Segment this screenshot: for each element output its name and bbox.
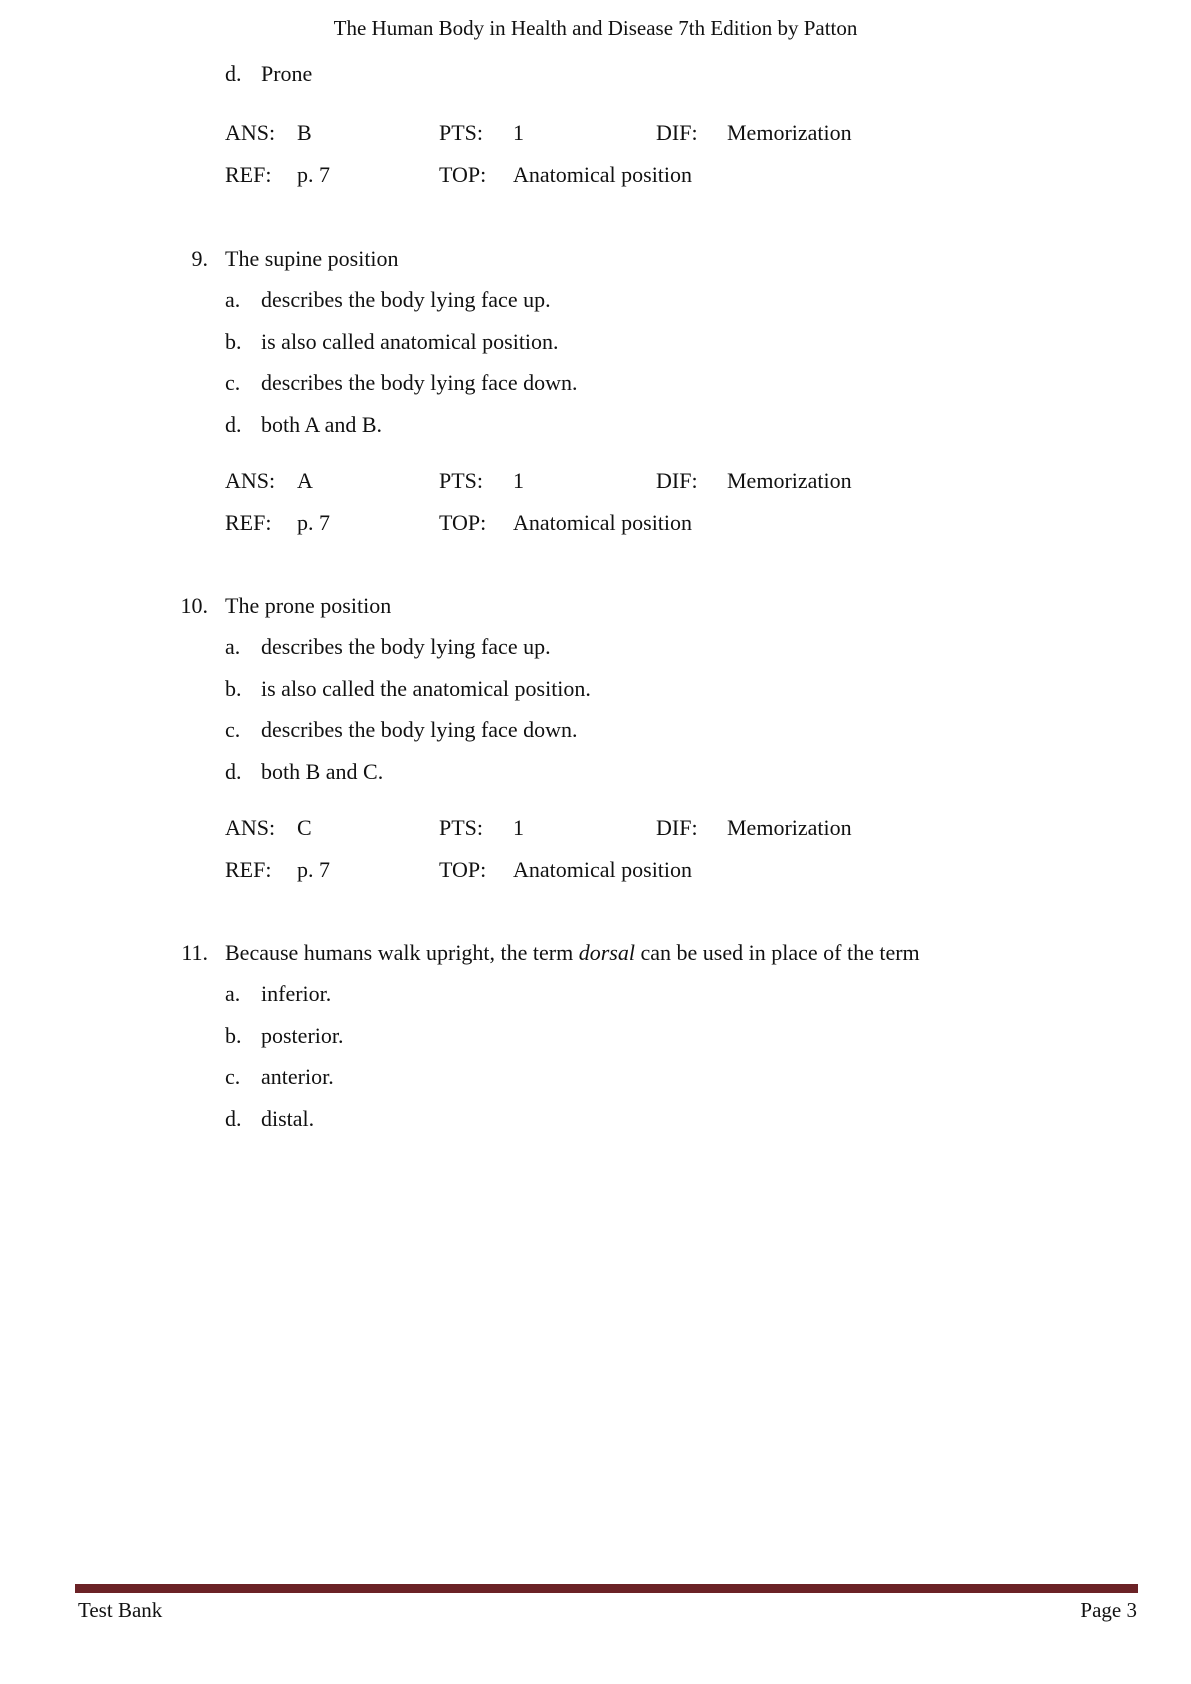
option-letter: d. <box>225 1106 242 1131</box>
dif-value: Memorization <box>727 468 852 493</box>
option-letter: d. <box>225 759 242 784</box>
option-text: describes the body lying face up. <box>261 634 551 659</box>
option-text: anterior. <box>261 1064 334 1089</box>
option-text: is also called anatomical position. <box>261 329 559 354</box>
ref-label: REF: <box>225 857 272 882</box>
question-number: 11. <box>181 940 208 965</box>
dif-label: DIF: <box>656 120 698 145</box>
pts-label: PTS: <box>439 120 484 145</box>
question-number: 9. <box>191 246 208 271</box>
question-stem: The supine position <box>225 246 399 271</box>
option-letter: c. <box>225 1064 241 1089</box>
stem-after: can be used in place of the term <box>635 940 920 965</box>
page-number: Page 3 <box>1080 1598 1137 1622</box>
top-label: TOP: <box>439 857 487 882</box>
stem-italic-term: dorsal <box>578 940 635 965</box>
option-text: inferior. <box>261 981 332 1006</box>
option-text: both B and C. <box>261 759 384 784</box>
ref-label: REF: <box>225 510 272 535</box>
option-letter: c. <box>225 717 241 742</box>
option-text: distal. <box>261 1106 315 1131</box>
option-text: is also called the anatomical position. <box>261 676 591 701</box>
option-text: Prone <box>261 61 313 86</box>
stem-before: Because humans walk upright, the term <box>225 940 579 965</box>
top-value: Anatomical position <box>513 162 693 187</box>
ans-value: C <box>297 815 312 840</box>
ans-label: ANS: <box>225 120 276 145</box>
top-label: TOP: <box>439 510 487 535</box>
ref-value: p. 7 <box>297 162 330 187</box>
option-letter: c. <box>225 370 241 395</box>
option-letter: d. <box>225 412 242 437</box>
footer-divider <box>75 1584 1138 1593</box>
option-text: both A and B. <box>261 412 383 437</box>
ans-value: A <box>297 468 313 493</box>
option-letter: d. <box>225 61 242 86</box>
option-text: describes the body lying face down. <box>261 717 578 742</box>
ans-label: ANS: <box>225 815 276 840</box>
option-letter: b. <box>225 1023 242 1048</box>
question-stem: The prone position <box>225 593 392 618</box>
question-stem <box>225 939 920 967</box>
pts-label: PTS: <box>439 815 484 840</box>
option-text: describes the body lying face up. <box>261 287 551 312</box>
option-letter: b. <box>225 329 242 354</box>
pts-label: PTS: <box>439 468 484 493</box>
ref-value: p. 7 <box>297 510 330 535</box>
option-letter: a. <box>225 287 241 312</box>
option-letter: a. <box>225 981 241 1006</box>
top-value: Anatomical position <box>513 510 693 535</box>
ans-label: ANS: <box>225 468 276 493</box>
pts-value: 1 <box>513 120 524 145</box>
dif-value: Memorization <box>727 120 852 145</box>
dif-value: Memorization <box>727 815 852 840</box>
dif-label: DIF: <box>656 815 698 840</box>
footer-left-text: Test Bank <box>78 1598 163 1622</box>
page-header-title: The Human Body in Health and Disease 7th Edition by Patton <box>333 16 858 40</box>
pts-value: 1 <box>513 468 524 493</box>
dif-label: DIF: <box>656 468 698 493</box>
ans-value: B <box>297 120 312 145</box>
ref-value: p. 7 <box>297 857 330 882</box>
option-text: describes the body lying face down. <box>261 370 578 395</box>
option-letter: a. <box>225 634 241 659</box>
option-letter: b. <box>225 676 242 701</box>
top-label: TOP: <box>439 162 487 187</box>
option-text: posterior. <box>261 1023 344 1048</box>
ref-label: REF: <box>225 162 272 187</box>
question-number: 10. <box>180 593 208 618</box>
pts-value: 1 <box>513 815 524 840</box>
top-value: Anatomical position <box>513 857 693 882</box>
